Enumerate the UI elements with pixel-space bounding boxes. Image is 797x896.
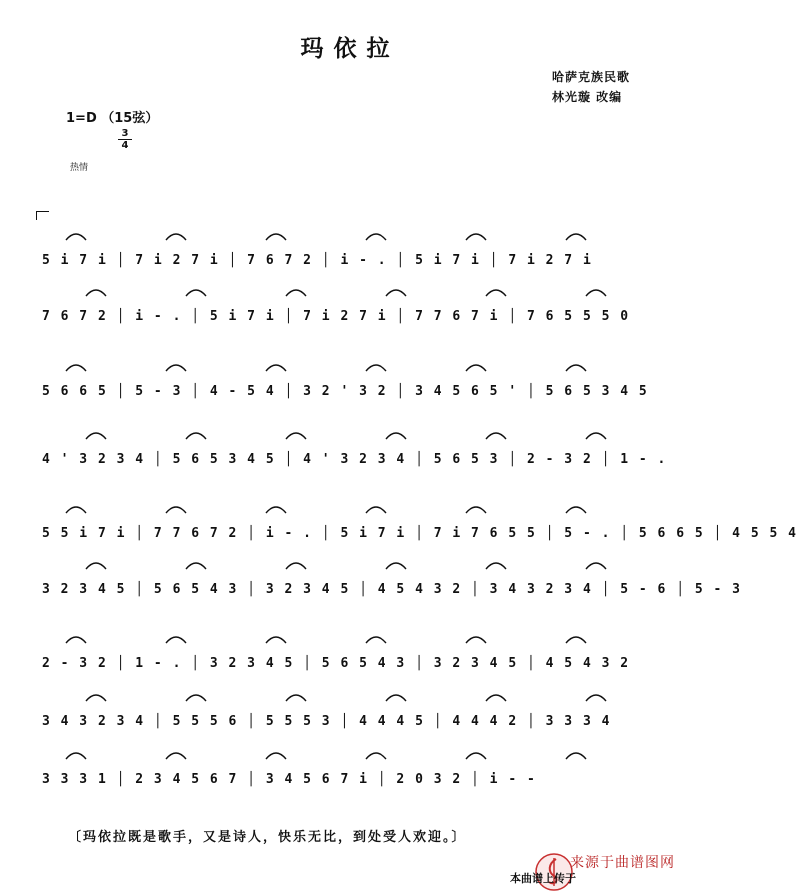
slur <box>86 290 106 296</box>
meter-bottom: 4 <box>118 139 132 151</box>
credit-arranger: 林光璇 改编 <box>552 90 623 104</box>
slur <box>386 563 406 569</box>
slur-marks <box>36 423 672 443</box>
music-line <box>36 553 742 597</box>
slur <box>186 433 206 439</box>
notes-row: 5 5 i 7 i │ 7 7 6 7 2 │ i - . │ 5 i 7 i │ 7 i 7 6 5 5 │ 5 - . │ 5 6 6 5 │ 4 5 5 4 <box>42 526 797 541</box>
slur-marks <box>36 355 672 375</box>
music-line <box>36 497 797 541</box>
watermark-text: 来源于曲谱图网 <box>570 855 675 871</box>
slur <box>166 507 186 513</box>
music-line <box>36 627 672 671</box>
slur-marks <box>36 553 672 573</box>
slur <box>566 753 586 759</box>
slur <box>366 365 386 371</box>
slur <box>286 433 306 439</box>
slur <box>266 507 286 513</box>
slur <box>186 290 206 296</box>
slur <box>386 433 406 439</box>
key-signature: 1=D （15弦） <box>66 111 159 126</box>
music-line <box>36 743 672 787</box>
slur <box>186 563 206 569</box>
music-line <box>36 423 672 467</box>
song-title: 玛依拉 <box>300 35 400 62</box>
slur <box>486 290 506 296</box>
music-line <box>36 355 672 399</box>
slur <box>386 290 406 296</box>
notes-row: 3 3 3 1 │ 2 3 4 5 6 7 │ 3 4 5 6 7 i │ 2 0 3 2 │ i - - <box>42 772 537 787</box>
slur-marks <box>36 743 672 763</box>
slur <box>486 563 506 569</box>
slur <box>86 433 106 439</box>
slur <box>486 433 506 439</box>
slur-marks <box>36 627 672 647</box>
slur <box>86 695 106 701</box>
slur <box>466 234 486 240</box>
slur <box>566 507 586 513</box>
slur <box>466 637 486 643</box>
slur <box>366 234 386 240</box>
slur <box>266 637 286 643</box>
slur <box>366 507 386 513</box>
slur <box>166 753 186 759</box>
slur <box>286 563 306 569</box>
slur <box>366 637 386 643</box>
notes-row: 7 6 7 2 │ i - . │ 5 i 7 i │ 7 i 2 7 i │ 7 7 6 7 i │ 7 6 5 5 5 0 <box>42 309 630 324</box>
slur <box>366 753 386 759</box>
slur <box>166 365 186 371</box>
meter-top: 3 <box>121 128 129 139</box>
slur <box>86 563 106 569</box>
system-bracket <box>36 211 49 220</box>
slur <box>586 290 606 296</box>
notes-row: 5 6 6 5 │ 5 - 3 │ 4 - 5 4 │ 3 2 ' 3 2 │ 3 4 5 6 5 ' │ 5 6 5 3 4 5 <box>42 384 649 399</box>
music-line <box>36 224 672 268</box>
footer-note: 本曲谱上传于 <box>510 872 576 885</box>
slur <box>286 695 306 701</box>
slur <box>166 637 186 643</box>
slur <box>566 637 586 643</box>
slur <box>66 637 86 643</box>
slur-marks <box>36 280 672 300</box>
slur <box>266 365 286 371</box>
slur <box>266 753 286 759</box>
slur <box>586 695 606 701</box>
slur <box>266 234 286 240</box>
slur <box>486 695 506 701</box>
notes-row: 4 ' 3 2 3 4 │ 5 6 5 3 4 5 │ 4 ' 3 2 3 4 │ 5 6 5 3 │ 2 - 3 2 │ 1 - . <box>42 452 667 467</box>
music-line <box>36 685 672 729</box>
time-signature <box>118 128 132 151</box>
slur <box>186 695 206 701</box>
slur <box>66 753 86 759</box>
lyric-line: 〔玛依拉既是歌手，又是诗人，快乐无比，到处受人欢迎。〕 <box>68 830 467 845</box>
slur <box>566 365 586 371</box>
slur <box>286 290 306 296</box>
credit-origin: 哈萨克族民歌 <box>552 70 631 84</box>
notes-row: 2 - 3 2 │ 1 - . │ 3 2 3 4 5 │ 5 6 5 4 3 │ 3 2 3 4 5 │ 4 5 4 3 2 <box>42 656 630 671</box>
notes-row: 5 i 7 i │ 7 i 2 7 i │ 7 6 7 2 │ i - . │ 5 i 7 i │ 7 i 2 7 i <box>42 253 593 268</box>
slur-marks <box>36 685 672 705</box>
slur-marks <box>36 224 672 244</box>
slur <box>566 234 586 240</box>
slur <box>586 433 606 439</box>
slur <box>466 365 486 371</box>
slur <box>166 234 186 240</box>
slur <box>66 507 86 513</box>
notes-row: 3 4 3 2 3 4 │ 5 5 5 6 │ 5 5 5 3 │ 4 4 4 5 │ 4 4 4 2 │ 3 3 3 4 <box>42 714 611 729</box>
music-line <box>36 280 672 324</box>
slur <box>386 695 406 701</box>
notes-row: 3 2 3 4 5 │ 5 6 5 4 3 │ 3 2 3 4 5 │ 4 5 4 3 2 │ 3 4 3 2 3 4 │ 5 - 6 │ 5 - 3 <box>42 582 742 597</box>
tempo-marking: 热情 <box>70 163 89 173</box>
slur <box>586 563 606 569</box>
slur <box>466 507 486 513</box>
slur <box>466 753 486 759</box>
slur-marks <box>36 497 672 517</box>
slur <box>66 234 86 240</box>
slur <box>66 365 86 371</box>
